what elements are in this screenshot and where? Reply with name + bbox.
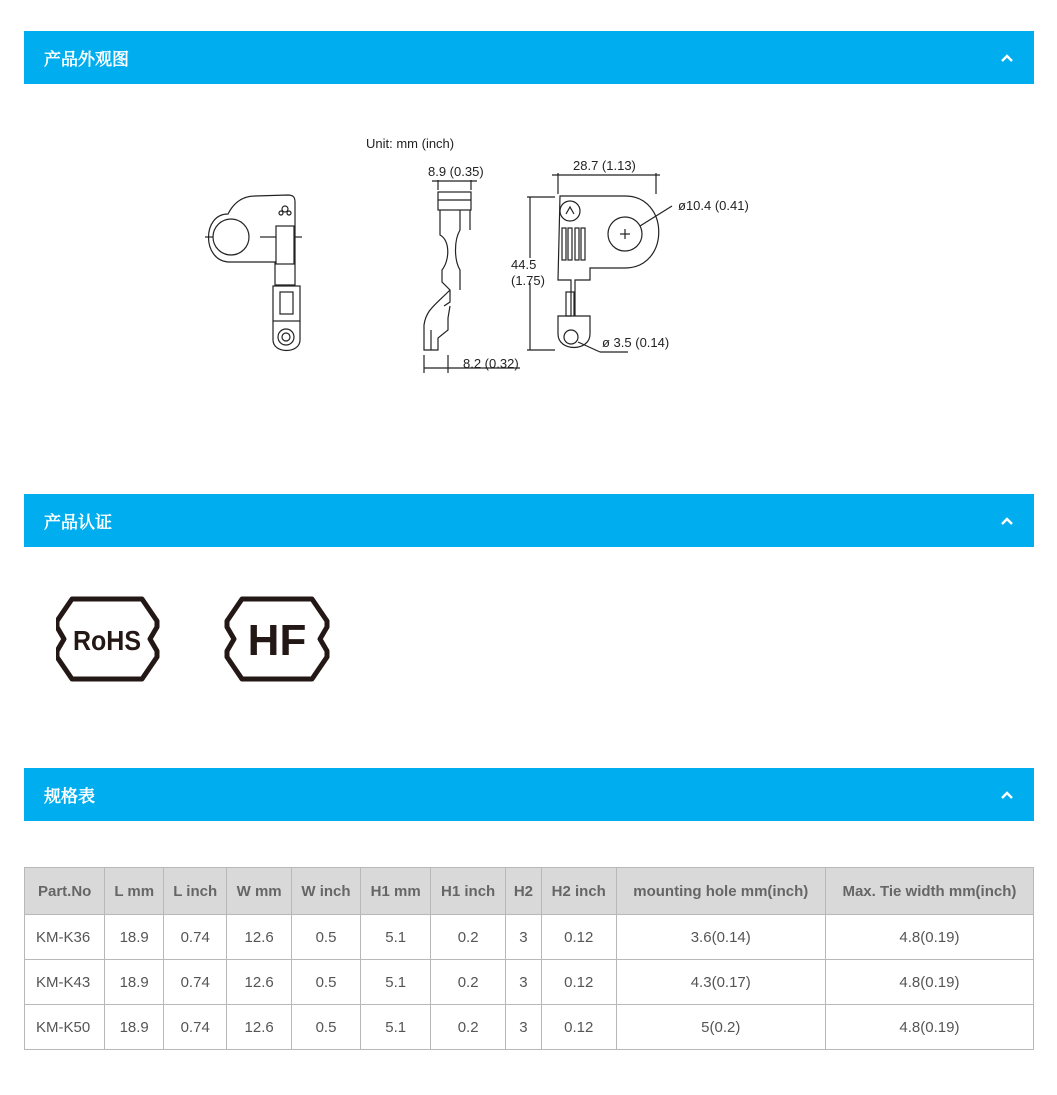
table-cell: 3 [506, 915, 542, 960]
product-dimension-drawing [180, 130, 780, 390]
table-header-row [25, 868, 1034, 915]
table-cell: 12.6 [227, 960, 292, 1005]
rohs-badge [57, 599, 157, 679]
table-cell: 4.8(0.19) [825, 1005, 1033, 1050]
col-header: H2 inch [541, 868, 616, 915]
table-cell: 12.6 [227, 915, 292, 960]
table-cell: 0.74 [164, 960, 227, 1005]
table-cell: 0.2 [431, 1005, 506, 1050]
col-header: Part.No [25, 868, 105, 915]
table-cell: 0.2 [431, 960, 506, 1005]
side-view-sketch [424, 192, 471, 350]
table-cell: 3.6(0.14) [616, 915, 825, 960]
table-cell: 4.8(0.19) [825, 915, 1033, 960]
table-cell: KM-K36 [25, 915, 105, 960]
rohs-label: RoHS [73, 625, 141, 656]
table-cell: 18.9 [105, 1005, 164, 1050]
table-cell: 5.1 [361, 960, 431, 1005]
dim-top-width: 8.9 (0.35) [428, 164, 484, 179]
table-cell: 0.5 [291, 960, 360, 1005]
hf-badge [227, 599, 327, 679]
col-header: W inch [291, 868, 360, 915]
table-cell: 5(0.2) [616, 1005, 825, 1050]
table-cell: 18.9 [105, 915, 164, 960]
table-cell: 12.6 [227, 1005, 292, 1050]
spec-section-header[interactable] [24, 768, 1034, 821]
col-header: H2 [506, 868, 542, 915]
table-cell: 0.12 [541, 915, 616, 960]
table-cell: 5.1 [361, 915, 431, 960]
col-header: W mm [227, 868, 292, 915]
hf-label: HF [247, 616, 307, 665]
col-header: H1 mm [361, 868, 431, 915]
col-header: L mm [105, 868, 164, 915]
spec-table [24, 867, 1034, 1050]
table-cell: 3 [506, 960, 542, 1005]
dim-bottom-width: 8.2 (0.32) [463, 356, 519, 371]
dim-height-mm: 44.5 [511, 257, 537, 272]
col-header: H1 inch [431, 868, 506, 915]
appearance-section-title: 产品外观图 [44, 50, 129, 70]
table-cell: 0.5 [291, 915, 360, 960]
chevron-up-icon[interactable] [1000, 788, 1014, 802]
front-view-sketch [205, 195, 302, 351]
col-header: L inch [164, 868, 227, 915]
table-row [25, 915, 1034, 960]
chevron-up-icon[interactable] [1000, 51, 1014, 65]
chevron-up-icon[interactable] [1000, 514, 1014, 528]
dim-height-inch: (1.75) [511, 273, 545, 288]
table-cell: 4.8(0.19) [825, 960, 1033, 1005]
table-cell: 0.74 [164, 1005, 227, 1050]
table-cell: 0.2 [431, 915, 506, 960]
spec-section-title: 规格表 [44, 787, 95, 807]
col-header: mounting hole mm(inch) [616, 868, 825, 915]
table-cell: 0.12 [541, 960, 616, 1005]
appearance-section-header[interactable] [24, 31, 1034, 84]
table-cell: 0.74 [164, 915, 227, 960]
dim-overall-width: 28.7 (1.13) [573, 158, 636, 173]
unit-label: Unit: mm (inch) [366, 136, 455, 151]
table-cell: KM-K50 [25, 1005, 105, 1050]
table-cell: KM-K43 [25, 960, 105, 1005]
table-cell: 0.5 [291, 1005, 360, 1050]
certification-section-title: 产品认证 [44, 513, 112, 533]
table-cell: 18.9 [105, 960, 164, 1005]
col-header: Max. Tie width mm(inch) [825, 868, 1033, 915]
certification-section-header[interactable] [24, 494, 1034, 547]
dim-big-hole: ø10.4 (0.41) [678, 198, 749, 213]
table-cell: 4.3(0.17) [616, 960, 825, 1005]
certification-badges [56, 595, 356, 683]
table-row [25, 1005, 1034, 1050]
table-row [25, 960, 1034, 1005]
table-cell: 0.12 [541, 1005, 616, 1050]
top-view-sketch [558, 196, 659, 348]
table-cell: 5.1 [361, 1005, 431, 1050]
table-cell: 3 [506, 1005, 542, 1050]
dim-small-hole: ø 3.5 (0.14) [602, 335, 670, 350]
